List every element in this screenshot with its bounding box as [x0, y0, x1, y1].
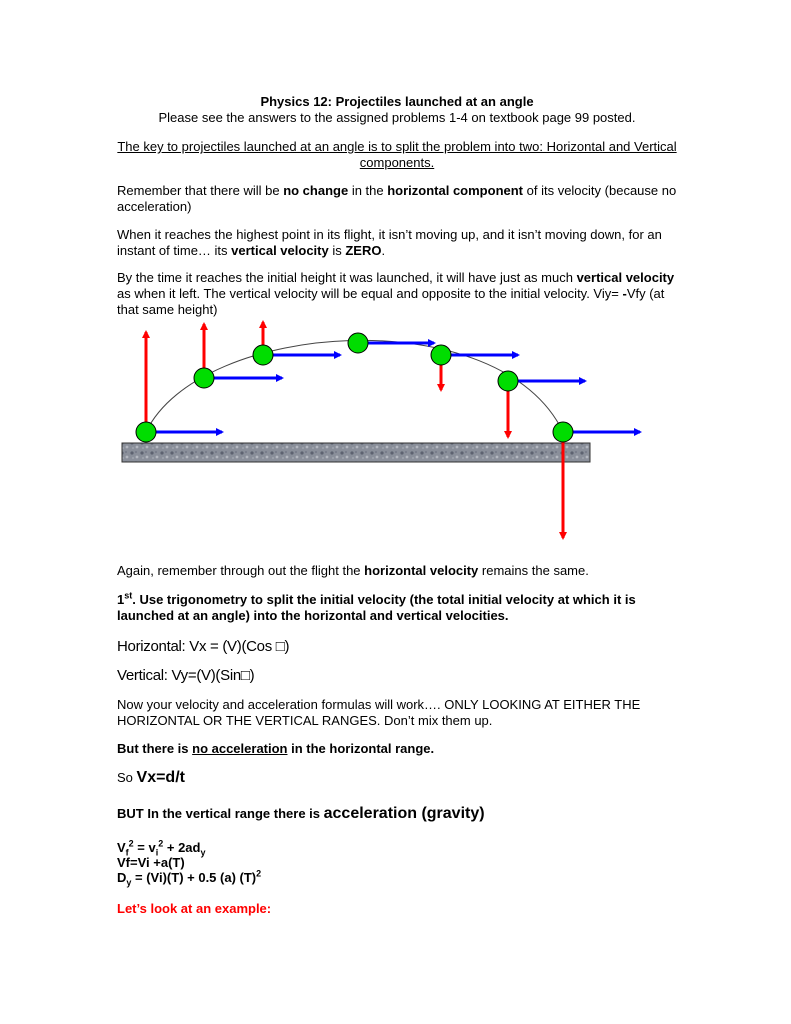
eq-subscript: f — [125, 847, 129, 858]
text: in the horizontal range. — [287, 741, 435, 756]
step-number: 1 — [117, 592, 125, 607]
eq-part: V — [117, 840, 126, 855]
eq-subscript: y — [126, 877, 132, 888]
eq-part: + 2ad — [163, 840, 201, 855]
equation: Vx=d/t — [136, 769, 185, 786]
key-statement: The key to projectiles launched at an angle is to split the problem into two: Horizontal and Vertical components. — [117, 139, 677, 170]
text: is — [328, 243, 346, 258]
horizontal-formula: Horizontal: Vx = (V)(Cos □) — [117, 638, 290, 655]
vertical-formula: Vertical: Vy=(V)(Sin□) — [117, 667, 255, 684]
bold-text: horizontal component — [387, 183, 524, 198]
text: . — [381, 243, 386, 258]
text: Again, remember through out the flight the — [117, 563, 365, 578]
eq-subscript: i — [155, 847, 159, 858]
page-title: Physics 12: Projectiles launched at an angle — [260, 94, 534, 109]
step-1-instruction — [117, 592, 677, 624]
text: in the — [348, 183, 388, 198]
horizontal-velocity-equation — [117, 770, 677, 786]
projectile-ball — [136, 422, 156, 442]
projectile-ball — [194, 368, 214, 388]
projectile-ball — [553, 422, 573, 442]
text: So — [117, 770, 137, 785]
projectile-ball — [253, 345, 273, 365]
eq-subscript: y — [200, 847, 206, 858]
example-heading: Let’s look at an example: — [117, 901, 272, 916]
kinematic-equation-1 — [117, 840, 677, 856]
ground-surface — [122, 443, 590, 462]
text: remains the same. — [478, 563, 589, 578]
step-text: . Use trigonometry to split the initial velocity (the total initial velocity at which it is launched at an angle) into the horizontal and vertical velocities. — [117, 592, 636, 623]
underlined-text: no acceleration — [192, 741, 288, 756]
text: By the time it reaches the initial height it was launched, it will have just as much — [117, 270, 577, 285]
eq-part: = v — [133, 840, 156, 855]
bold-text: vertical velocity — [576, 270, 675, 285]
paragraph-ranges: Now your velocity and acceleration formulas will work…. ONLY LOOKING AT EITHER THE HORIZONTAL OR THE VERTICAL RANGES. Don’t mix them up. — [117, 697, 641, 728]
emphasis-text: acceleration (gravity) — [323, 805, 485, 822]
projectile-ball — [431, 345, 451, 365]
eq-part: = (Vi)(T) + 0.5 (a) (T) — [131, 870, 257, 885]
eq-superscript: 2 — [128, 838, 134, 849]
text: Remember that there will be — [117, 183, 284, 198]
eq-part: D — [117, 870, 127, 885]
step-ordinal: st — [124, 590, 133, 601]
text: as when it left. The vertical velocity will be equal and opposite to the initial velocity. Viy= — [117, 286, 623, 301]
eq-superscript: 2 — [256, 868, 262, 879]
no-acceleration-line — [117, 741, 677, 757]
text: Vfy (at that same height) — [117, 286, 665, 317]
text: BUT In the vertical range there is — [117, 806, 324, 821]
kinematic-equation-3 — [117, 870, 677, 886]
bold-text: - — [622, 286, 627, 301]
projectile-ball — [498, 371, 518, 391]
vertical-acceleration-line — [117, 806, 677, 822]
text: When it reaches the highest point in its flight, it isn’t moving up, and it isn’t moving down, for an instant of time… its — [117, 227, 662, 258]
paragraph-again — [117, 563, 677, 579]
page-subtitle: Please see the answers to the assigned problems 1-4 on textbook page 99 posted. — [158, 110, 636, 125]
text: But there is — [117, 741, 193, 756]
bold-text: vertical velocity — [231, 243, 329, 258]
bold-text: no change — [283, 183, 349, 198]
eq-superscript: 2 — [158, 838, 164, 849]
bold-text: ZERO — [345, 243, 382, 258]
projectile-ball — [348, 333, 368, 353]
text: of its velocity (because no acceleration) — [117, 183, 677, 214]
bold-text: horizontal velocity — [364, 563, 479, 578]
kinematic-equation-2: Vf=Vi +a(T) — [117, 855, 185, 870]
